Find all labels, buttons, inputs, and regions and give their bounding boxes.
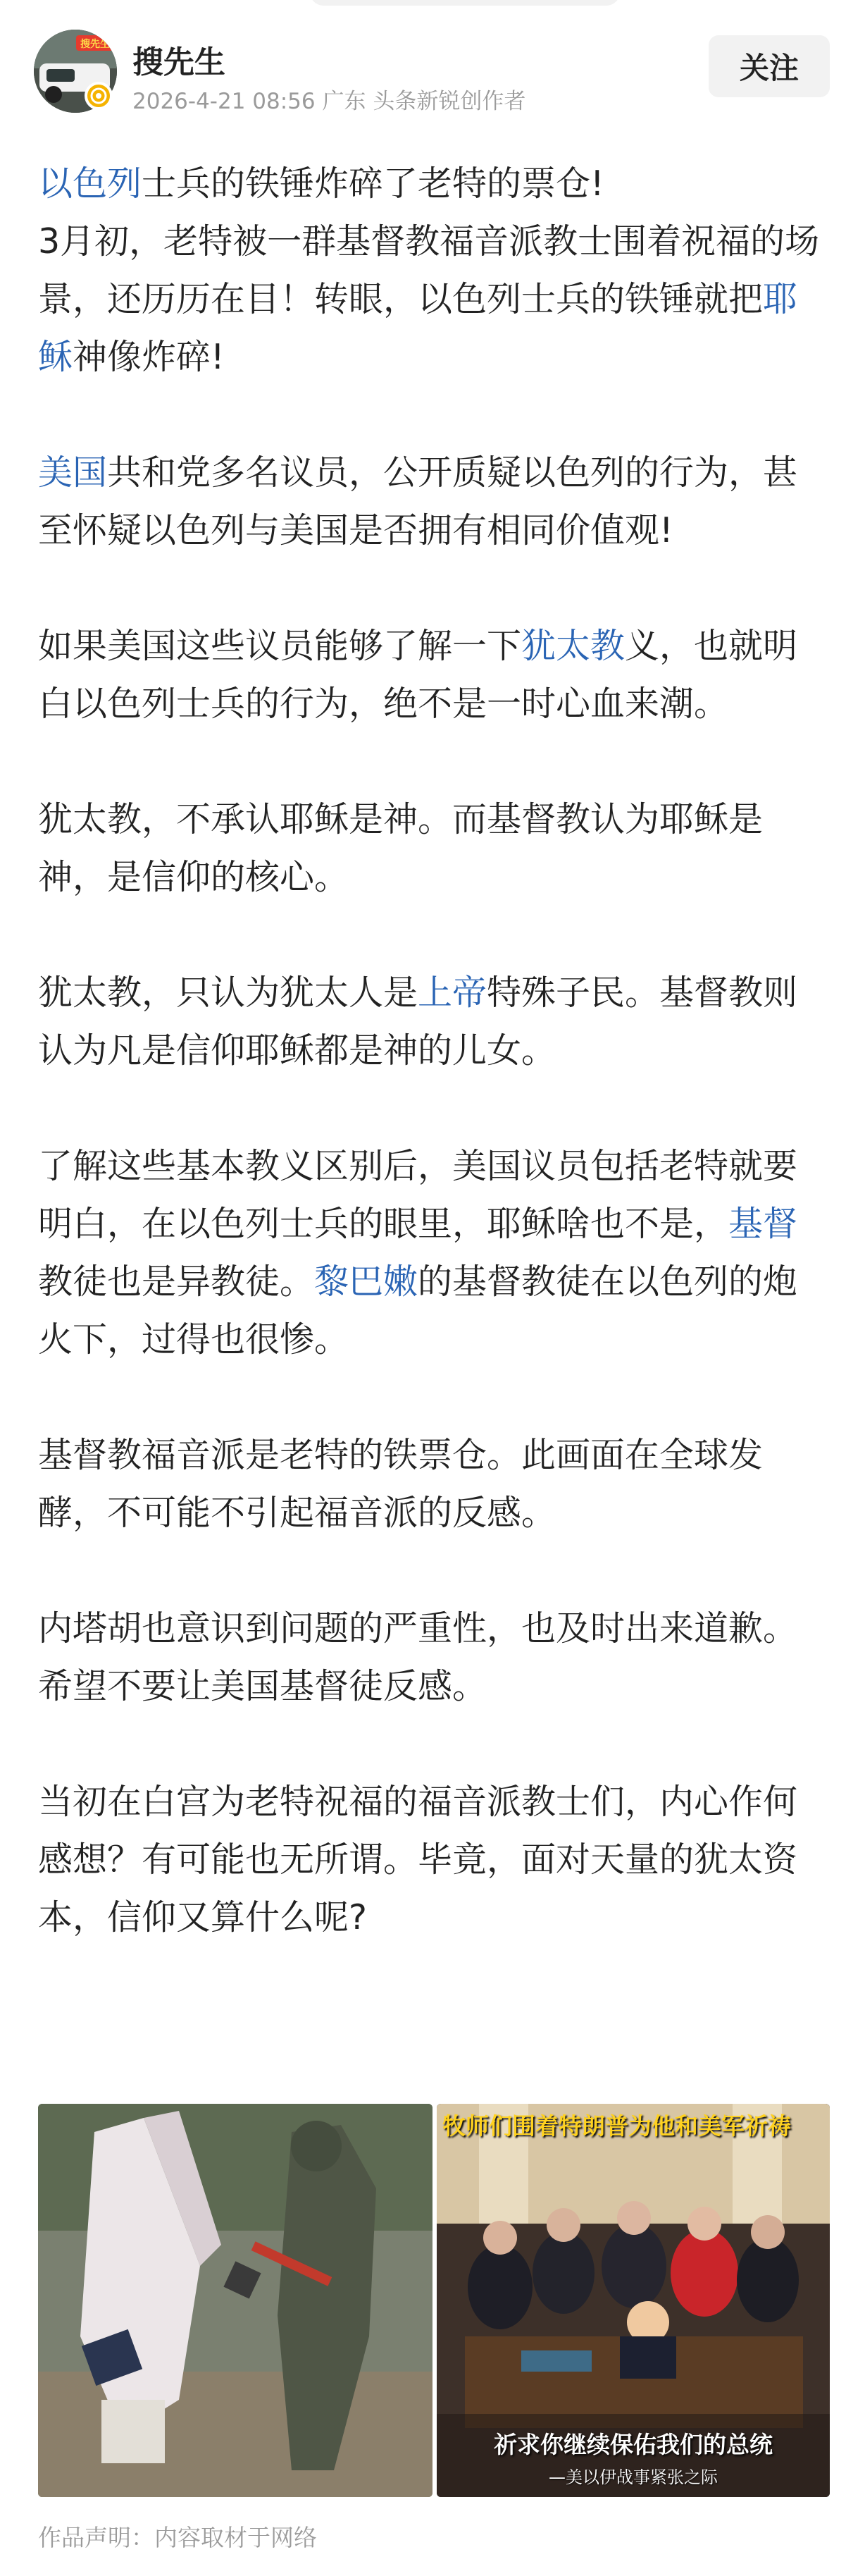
keyword-link-christ[interactable]: 基督	[728, 1204, 798, 1244]
keyword-link-israel[interactable]: 以色列	[38, 164, 142, 204]
image-caption-sub: —美以伊战事紧张之际	[549, 2467, 718, 2487]
paragraph-9: 当初在白宫为老特祝福的福音派教士们，内心作何感想？有可能也无所谓。毕竟，面对天量的犹太资本，信仰又算什么呢?	[38, 1782, 798, 1937]
paragraph-text: 义，也就明白以色列士兵的行为，绝不是一时心血来潮。	[38, 626, 798, 724]
paragraph-text: 如果美国这些议员能够了解一下	[38, 626, 522, 666]
keyword-link-god[interactable]: 上帝	[418, 973, 487, 1013]
soldier-statue-photo	[38, 2104, 432, 2497]
paragraph-7: 基督教福音派是老特的铁票仓。此画面在全球发酵，不可能不引起福音派的反感。	[38, 1435, 764, 1533]
keyword-link-judaism[interactable]: 犹太教	[521, 626, 626, 666]
paragraph-text: 共和党多名议员，公开质疑以色列的行为，甚至怀疑以色列与美国是否拥有相同价值观!	[38, 452, 798, 550]
paragraph-text: 教徒也是异教徒。	[38, 1262, 315, 1302]
image-caption-top: 牧师们围着特朗普为他和美军祈祷	[442, 2112, 791, 2140]
avatar-text: 搜先生	[80, 39, 110, 50]
verified-badge-icon	[85, 82, 113, 110]
paragraph-1	[38, 155, 827, 386]
paragraph-4: 犹太教，不承认耶稣是神。而基督教认为耶稣是神，是信仰的核心。	[38, 799, 764, 897]
paragraph-6	[38, 1138, 827, 1369]
post-meta: 2026-4-21 08:56 广东 头条新锐创作者	[132, 89, 526, 114]
paragraph-text: 的基督教徒在以色列的炮火下，过得也很惨。	[38, 1262, 798, 1360]
article-image-left[interactable]	[38, 2104, 432, 2497]
paragraph-text: 犹太教，只认为犹太人是	[38, 973, 418, 1013]
paragraph-3	[38, 617, 827, 733]
keyword-link-lebanon[interactable]: 黎巴嫩	[314, 1262, 418, 1302]
paragraph-5	[38, 964, 827, 1080]
keyword-link-jesus[interactable]: 耶稣	[38, 279, 798, 377]
keyword-link-usa[interactable]: 美国	[38, 452, 108, 493]
article-body	[38, 155, 827, 2004]
paragraph-text: 了解这些基本教义区别后，美国议员包括老特就要明白，在以色列士兵的眼里，耶稣啥也不是，	[38, 1146, 798, 1244]
paragraph-8: 内塔胡也意识到问题的严重性，也及时出来道歉。希望不要让美国基督徒反感。	[38, 1608, 798, 1706]
paragraph-text: 神像炸碎!	[73, 337, 225, 377]
image-caption-bottom: 祈求你继续保佑我们的总统	[494, 2431, 773, 2458]
paragraph-text: 特殊子民。基督教则认为凡是信仰耶稣都是神的儿女。	[38, 973, 798, 1071]
author-header	[0, 0, 865, 130]
paragraph-text: 3月初，老特被一群基督教福音派教士围着祝福的场景，还历历在目！转眼，以色列士兵的铁锤就把	[38, 221, 820, 319]
content-declaration: 作品声明：内容取材于网络	[38, 2524, 317, 2551]
follow-button[interactable]: 关注	[709, 35, 830, 97]
paragraph-2	[38, 444, 827, 560]
paragraph-text: 士兵的铁锤炸碎了老特的票仓!	[142, 164, 604, 204]
author-name[interactable]: 搜先生	[132, 44, 225, 80]
article-image-right[interactable]	[437, 2104, 830, 2497]
